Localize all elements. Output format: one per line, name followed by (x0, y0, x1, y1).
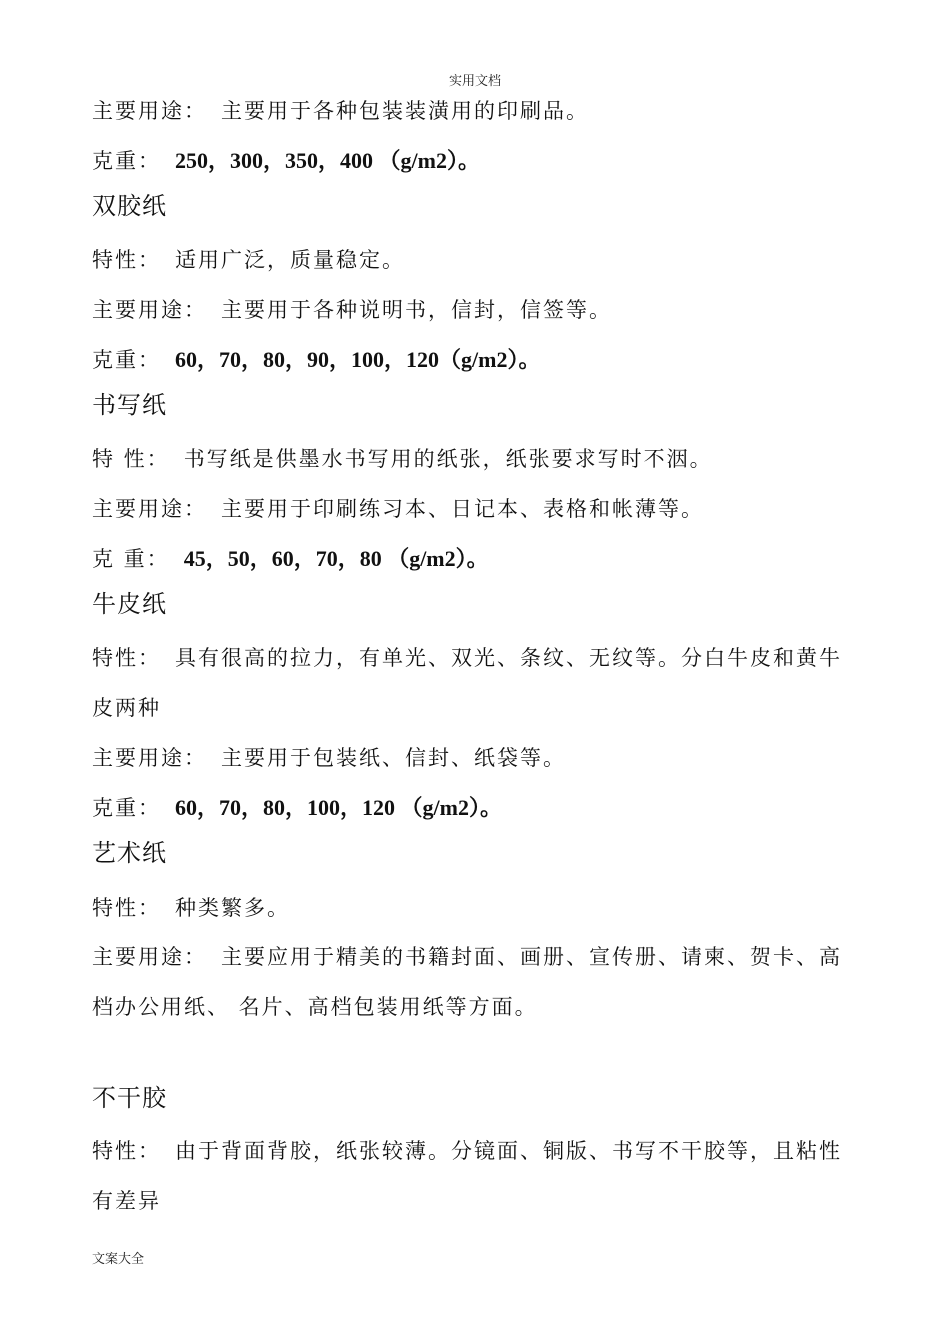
property-line-kraft-paper (92, 643, 842, 673)
line-value: 具有很高的拉力，有单光、双光、条纹、无纹等。分白牛皮和黄牛 (175, 646, 842, 670)
line-label: 主要用途： (92, 497, 207, 521)
line-label: 主要用途： (92, 99, 207, 123)
usage-line-kraft-paper (92, 743, 566, 773)
line-label: 主要用途： (92, 945, 207, 969)
usage-continuation-art-paper: 档办公用纸、 名片、高档包装用纸等方面。 (92, 995, 538, 1019)
section-heading-self-adhesive: 不干胶 (92, 1084, 167, 1112)
property-line-writing-paper (92, 444, 713, 474)
usage-line-coated-board (92, 96, 589, 126)
line-value: 主要用于各种包装装潢用的印刷品。 (221, 99, 589, 123)
line-label: 特性： (92, 646, 161, 670)
property-continuation-self-adhesive: 有差异 (92, 1189, 161, 1213)
line-value: 书写纸是供墨水书写用的纸张，纸张要求写时不洇。 (183, 447, 713, 471)
line-label: 克重： (92, 796, 161, 820)
line-label: 克重： (92, 149, 161, 173)
page-header: 实用文档 (448, 74, 501, 89)
line-value: 主要用于包装纸、信封、纸袋等。 (221, 746, 566, 770)
line-label: 主要用途： (92, 298, 207, 322)
section-heading-kraft-paper: 牛皮纸 (92, 590, 167, 618)
line-value: 主要应用于精美的书籍封面、画册、宣传册、请柬、贺卡、高 (221, 945, 842, 969)
section-heading-writing-paper: 书写纸 (92, 391, 167, 419)
line-label: 主要用途： (92, 746, 207, 770)
property-line-offset-paper (92, 245, 405, 275)
line-label: 特 性： (92, 447, 170, 471)
line-label: 特性： (92, 1139, 161, 1163)
page-footer: 文案大全 (92, 1252, 145, 1267)
section-heading-offset-paper: 双胶纸 (92, 192, 167, 220)
weight-line-coated-board (92, 146, 480, 176)
line-value: 45，50，60，70，80 （g/m2）。 (183, 546, 489, 571)
line-label: 特性： (92, 248, 161, 272)
property-line-self-adhesive (92, 1136, 842, 1166)
line-value: 250，300，350，400 （g/m2）。 (175, 148, 480, 173)
weight-line-offset-paper (92, 345, 540, 375)
line-value: 种类繁多。 (175, 896, 290, 920)
weight-line-kraft-paper (92, 793, 502, 823)
line-value: 主要用于印刷练习本、日记本、表格和帐薄等。 (221, 497, 704, 521)
usage-line-art-paper (92, 942, 842, 972)
line-value: 主要用于各种说明书，信封，信签等。 (221, 298, 612, 322)
usage-line-offset-paper (92, 295, 612, 325)
usage-line-writing-paper (92, 494, 704, 524)
section-heading-art-paper: 艺术纸 (92, 839, 167, 867)
line-label: 克重： (92, 348, 161, 372)
line-label: 克 重： (92, 547, 170, 571)
property-continuation-kraft-paper: 皮两种 (92, 696, 161, 720)
line-value: 60，70，80，90，100，120（g/m2）。 (175, 347, 541, 372)
property-line-art-paper (92, 893, 290, 923)
line-value: 适用广泛，质量稳定。 (175, 248, 405, 272)
line-value: 由于背面背胶，纸张较薄。分镜面、铜版、书写不干胶等，且粘性 (175, 1139, 842, 1163)
line-label: 特性： (92, 896, 161, 920)
line-value: 60，70，80，100，120 （g/m2）。 (175, 795, 502, 820)
weight-line-writing-paper (92, 544, 489, 574)
